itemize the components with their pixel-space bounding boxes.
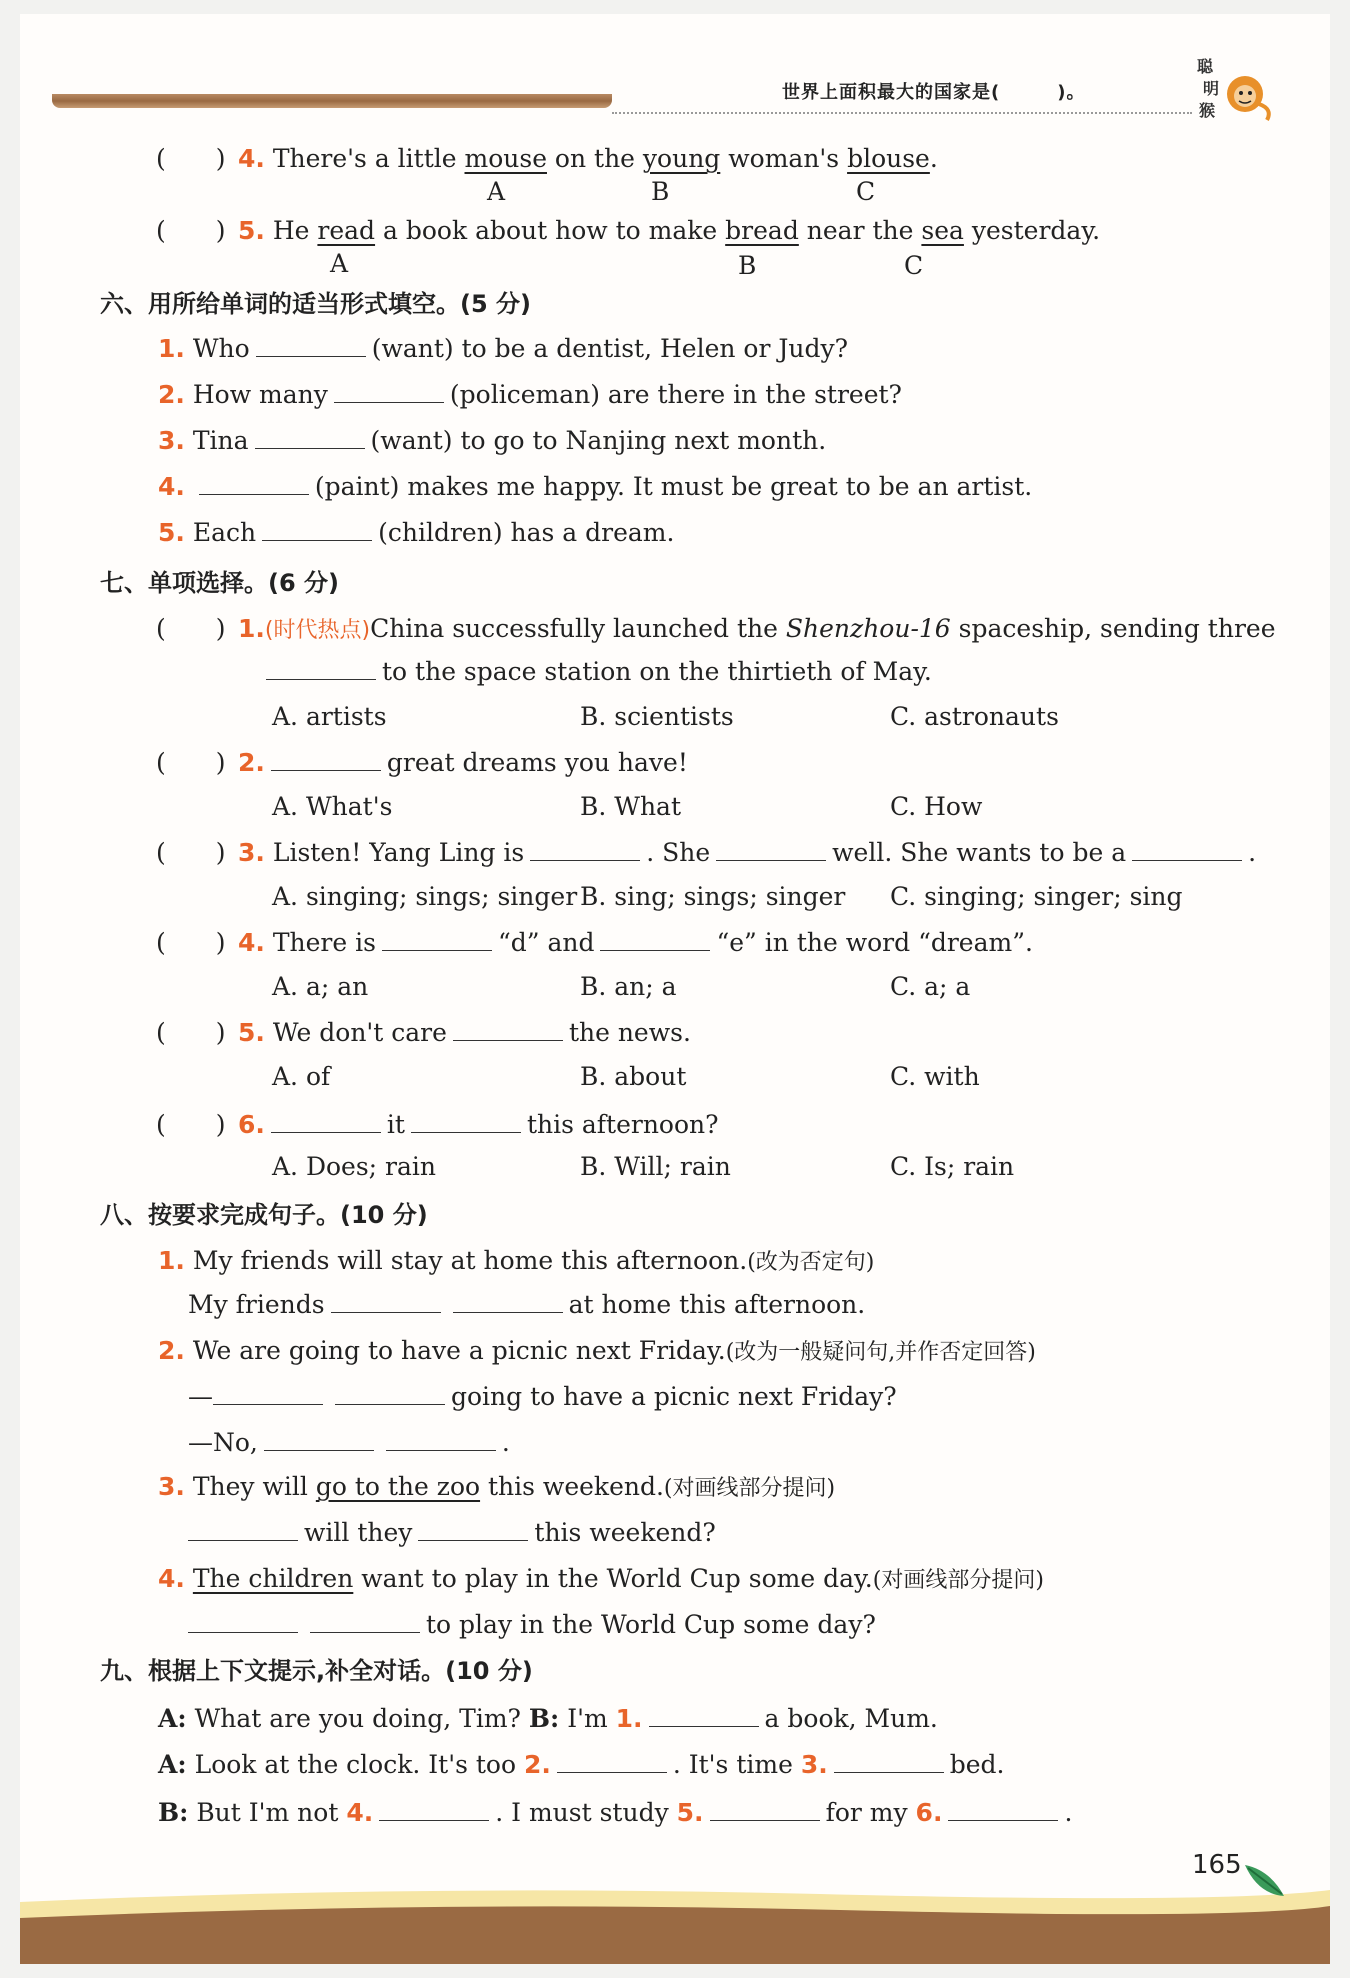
p7-q5-option-a[interactable]: A. of: [272, 1062, 331, 1091]
p5-q5-label-b: B: [738, 251, 757, 280]
p8-q3-blank-2[interactable]: [418, 1518, 528, 1541]
p6-item-2: 2. How many (policeman) are there in the street?: [158, 380, 902, 409]
p7-q3-option-c[interactable]: C. singing; singer; sing: [890, 882, 1183, 911]
p8-q4: 4. The children want to play in the World Cup some day.(对画线部分提问): [158, 1564, 1044, 1593]
p9-blank-5[interactable]: [710, 1798, 820, 1821]
p7-q6: 6. it this afternoon?: [238, 1110, 719, 1139]
p8-q2-blank-4[interactable]: [386, 1428, 496, 1451]
part9-title: 九、根据上下文提示,补全对话。(10 分): [100, 1657, 533, 1685]
answer-paren[interactable]: ( ): [156, 748, 226, 777]
p7-q1-option-b[interactable]: B. scientists: [580, 702, 734, 731]
p8-q4-blank-1[interactable]: [188, 1610, 298, 1633]
p5-q4-label-c: C: [856, 177, 876, 206]
p7-q5-option-b[interactable]: B. about: [580, 1062, 687, 1091]
p7-q3-option-a[interactable]: A. singing; sings; singer: [272, 882, 578, 911]
p9-blank-1[interactable]: [649, 1704, 759, 1727]
p8-q1-answer: My friends at home this afternoon.: [188, 1290, 866, 1319]
p6-blank-2[interactable]: [334, 380, 444, 403]
p7-q2: 2. great dreams you have!: [238, 748, 688, 777]
p7-q3-option-b[interactable]: B. sing; sings; singer: [580, 882, 846, 911]
logo-char-1: 聪: [1197, 57, 1214, 76]
p7-q4-blank-2[interactable]: [600, 928, 710, 951]
monkey-logo-icon: [1195, 54, 1275, 124]
p7-q5-option-c[interactable]: C. with: [890, 1062, 980, 1091]
p8-q1: 1. My friends will stay at home this afternoon.(改为否定句): [158, 1246, 875, 1275]
p7-q1-blank[interactable]: [266, 657, 376, 680]
p6-blank-1[interactable]: [256, 334, 366, 357]
p7-q3-blank-1[interactable]: [530, 838, 640, 861]
header-dotted-line: [612, 112, 1192, 114]
answer-paren[interactable]: ( ): [156, 216, 226, 245]
p7-q6-blank-2[interactable]: [411, 1110, 521, 1133]
p7-q3-blank-3[interactable]: [1132, 838, 1242, 861]
page-number: 165: [1192, 1850, 1242, 1880]
p8-q2-blank-3[interactable]: [264, 1428, 374, 1451]
p9-blank-2[interactable]: [557, 1750, 667, 1773]
answer-paren[interactable]: ( ): [156, 1110, 226, 1139]
p6-item-3: 3. Tina (want) to go to Nanjing next month.: [158, 426, 827, 455]
p7-q2-blank[interactable]: [271, 748, 381, 771]
p6-item-5: 5. Each (children) has a dream.: [158, 518, 675, 547]
answer-paren[interactable]: ( ): [156, 928, 226, 957]
part8-title: 八、按要求完成句子。(10 分): [100, 1201, 428, 1229]
p7-q4: 4. There is “d” and “e” in the word “dream”.: [238, 928, 1033, 957]
p6-blank-4[interactable]: [199, 472, 309, 495]
p5-q5: 5. He read a book about how to make bread near the sea yesterday.: [238, 216, 1101, 245]
header-trivia: 世界上面积最大的国家是( )。: [782, 82, 1086, 103]
p5-q4-label-b: B: [651, 177, 670, 206]
p7-q4-option-a[interactable]: A. a; an: [272, 972, 369, 1001]
part7-title: 七、单项选择。(6 分): [100, 569, 339, 597]
p8-q2: 2. We are going to have a picnic next Friday.(改为一般疑问句,并作否定回答): [158, 1336, 1036, 1365]
p6-blank-5[interactable]: [262, 518, 372, 541]
p7-q3: 3. Listen! Yang Ling is . She well. She wants to be a .: [238, 838, 1257, 867]
p7-q1-line2: to the space station on the thirtieth of May.: [266, 657, 932, 687]
p6-item-4: 4. (paint) makes me happy. It must be great to be an artist.: [158, 472, 1033, 501]
answer-paren[interactable]: ( ): [156, 838, 226, 867]
p9-line-1: A: What are you doing, Tim? B: I'm 1. a book, Mum.: [158, 1704, 938, 1733]
p7-q6-option-a[interactable]: A. Does; rain: [272, 1152, 436, 1181]
p8-q2-blank-2[interactable]: [335, 1382, 445, 1405]
footer-decor: [20, 1884, 1330, 1964]
p9-blank-3[interactable]: [834, 1750, 944, 1773]
p5-q5-label-a: A: [330, 249, 349, 278]
p9-line-3: B: But I'm not 4. . I must study 5. for my 6. .: [158, 1798, 1073, 1827]
p7-q5: 5. We don't care the news.: [238, 1018, 691, 1047]
p9-blank-4[interactable]: [379, 1798, 489, 1821]
answer-paren[interactable]: ( ): [156, 144, 226, 173]
p7-q2-option-a[interactable]: A. What's: [272, 792, 393, 821]
logo-char-2: 明: [1203, 79, 1220, 98]
p7-q1: 1.(时代热点)China successfully launched the Shenzhou-16 spaceship, sending three: [238, 614, 1276, 643]
p7-q1-option-c[interactable]: C. astronauts: [890, 702, 1059, 731]
p7-q4-option-b[interactable]: B. an; a: [580, 972, 677, 1001]
leaf-icon: [1240, 1860, 1290, 1904]
p8-q3-blank-1[interactable]: [188, 1518, 298, 1541]
p7-q4-blank-1[interactable]: [382, 928, 492, 951]
p8-q2-answer: — going to have a picnic next Friday?: [188, 1382, 897, 1411]
p9-blank-6[interactable]: [948, 1798, 1058, 1821]
p7-q6-blank-1[interactable]: [271, 1110, 381, 1133]
p5-q4-label-a: A: [487, 177, 506, 206]
answer-paren[interactable]: ( ): [156, 1018, 226, 1047]
p8-q3-answer: will they this weekend?: [188, 1518, 716, 1548]
p8-q1-blank-1[interactable]: [331, 1290, 441, 1313]
p7-q5-blank[interactable]: [453, 1018, 563, 1041]
p7-q3-blank-2[interactable]: [716, 838, 826, 861]
p6-item-1: 1. Who (want) to be a dentist, Helen or Judy?: [158, 334, 849, 363]
p8-q4-blank-2[interactable]: [310, 1610, 420, 1633]
p5-q5-label-c: C: [904, 251, 924, 280]
p8-q2-reply: —No, .: [188, 1428, 510, 1457]
p8-q3: 3. They will go to the zoo this weekend.(对画线部分提问): [158, 1472, 836, 1501]
p7-q6-option-b[interactable]: B. Will; rain: [580, 1152, 731, 1181]
p7-q1-option-a[interactable]: A. artists: [272, 702, 387, 731]
p8-q1-blank-2[interactable]: [453, 1290, 563, 1313]
p7-q2-option-c[interactable]: C. How: [890, 792, 983, 821]
p7-q6-option-c[interactable]: C. Is; rain: [890, 1152, 1015, 1181]
p8-q4-answer: to play in the World Cup some day?: [188, 1610, 876, 1640]
header-decor-bar: [52, 94, 612, 108]
logo-char-3: 猴: [1199, 101, 1216, 120]
p7-q2-option-b[interactable]: B. What: [580, 792, 682, 821]
p6-blank-3[interactable]: [255, 426, 365, 449]
part6-title: 六、用所给单词的适当形式填空。(5 分): [100, 290, 531, 318]
answer-paren[interactable]: ( ): [156, 614, 226, 643]
p8-q2-blank-1[interactable]: [213, 1382, 323, 1405]
p7-q4-option-c[interactable]: C. a; a: [890, 972, 971, 1001]
p5-q4: 4. There's a little mouse on the young woman's blouse.: [238, 144, 938, 173]
p9-line-2: A: Look at the clock. It's too 2. . It's time 3. bed.: [158, 1750, 1005, 1779]
